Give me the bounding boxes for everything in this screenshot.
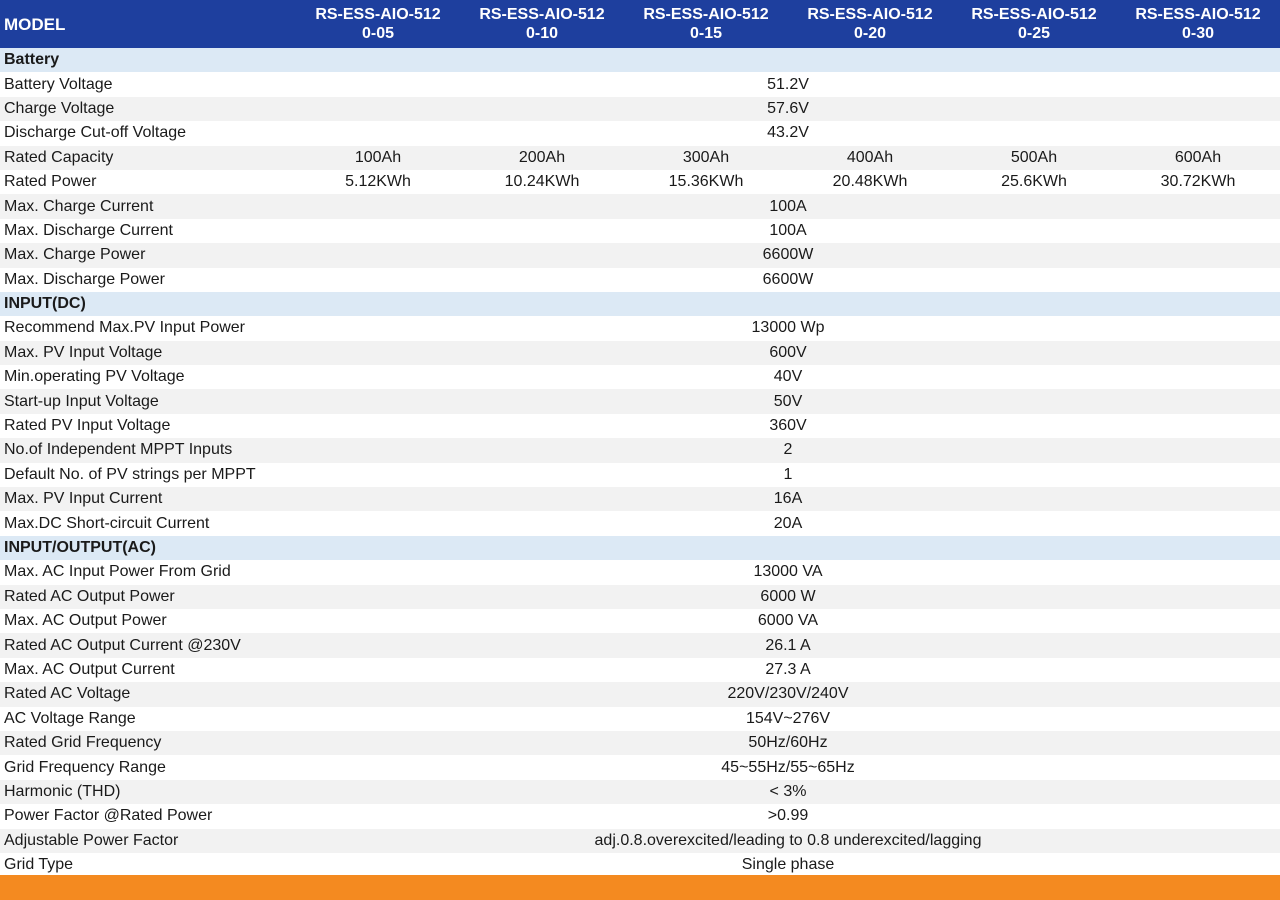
spec-row bbox=[0, 438, 1280, 462]
spec-row bbox=[0, 146, 1280, 170]
spec-value: 154V~276V bbox=[745, 709, 831, 727]
model-name: RS-ESS-AIO-5120-10 bbox=[479, 6, 605, 42]
model-header-cell bbox=[624, 0, 788, 48]
spec-row bbox=[0, 633, 1280, 657]
section-header-row bbox=[0, 292, 1280, 316]
spec-label: Rated Power bbox=[4, 173, 97, 191]
spec-value: 400Ah bbox=[846, 148, 894, 166]
spec-row bbox=[0, 121, 1280, 145]
spec-value: 300Ah bbox=[682, 148, 730, 166]
section-header-row bbox=[0, 48, 1280, 72]
spec-value: 20.48KWh bbox=[832, 173, 908, 191]
model-column-header: MODEL bbox=[4, 14, 66, 34]
section-header-row bbox=[0, 536, 1280, 560]
spec-label: Max. AC Output Current bbox=[4, 660, 175, 678]
spec-value: 13000 VA bbox=[753, 563, 823, 581]
spec-value: 100A bbox=[769, 197, 807, 215]
spec-label: AC Voltage Range bbox=[4, 709, 136, 727]
spec-value: 20A bbox=[773, 514, 803, 532]
table-header-row bbox=[0, 0, 1280, 48]
spec-row bbox=[0, 414, 1280, 438]
spec-label: Rated PV Input Voltage bbox=[4, 417, 171, 435]
spec-label: Max.DC Short-circuit Current bbox=[4, 514, 210, 532]
spec-value: 2 bbox=[783, 441, 793, 459]
spec-value: Single phase bbox=[741, 856, 835, 874]
section-title: INPUT(DC) bbox=[4, 295, 86, 313]
spec-row bbox=[0, 658, 1280, 682]
model-header-cell bbox=[1116, 0, 1280, 48]
spec-label: Max. Charge Current bbox=[4, 197, 154, 215]
spec-row bbox=[0, 389, 1280, 413]
spec-value: 220V/230V/240V bbox=[727, 685, 849, 703]
spec-row bbox=[0, 268, 1280, 292]
spec-row bbox=[0, 170, 1280, 194]
spec-label: Default No. of PV strings per MPPT bbox=[4, 465, 256, 483]
spec-row bbox=[0, 804, 1280, 828]
spec-label: Grid Frequency Range bbox=[4, 758, 166, 776]
spec-value: 43.2V bbox=[767, 124, 809, 142]
spec-row bbox=[0, 853, 1280, 877]
spec-label: Max. Charge Power bbox=[4, 246, 146, 264]
spec-value: < 3% bbox=[769, 782, 807, 800]
spec-value: adj.0.8.overexcited/leading to 0.8 underexcited/lagging bbox=[594, 831, 982, 849]
spec-label: Rated Capacity bbox=[4, 148, 114, 166]
spec-value: 1 bbox=[783, 465, 793, 483]
model-name: RS-ESS-AIO-5120-15 bbox=[643, 6, 769, 42]
spec-row bbox=[0, 365, 1280, 389]
spec-row bbox=[0, 780, 1280, 804]
spec-row bbox=[0, 194, 1280, 218]
spec-row bbox=[0, 682, 1280, 706]
model-header-cell bbox=[296, 0, 460, 48]
model-name: RS-ESS-AIO-5120-25 bbox=[971, 6, 1097, 42]
spec-value: 100A bbox=[769, 221, 807, 239]
model-name: RS-ESS-AIO-5120-30 bbox=[1135, 6, 1261, 42]
spec-value: 50V bbox=[773, 392, 803, 410]
spec-value: 5.12KWh bbox=[345, 173, 411, 191]
spec-label: Max. Discharge Current bbox=[4, 221, 173, 239]
spec-label: Start-up Input Voltage bbox=[4, 392, 159, 410]
spec-row bbox=[0, 487, 1280, 511]
spec-row bbox=[0, 219, 1280, 243]
spec-value: 25.6KWh bbox=[1001, 173, 1067, 191]
spec-label: Max. AC Input Power From Grid bbox=[4, 563, 231, 581]
spec-label: Max. Discharge Power bbox=[4, 270, 165, 288]
spec-label: Grid Type bbox=[4, 856, 74, 874]
spec-value: 6000 VA bbox=[757, 612, 819, 630]
spec-value: 10.24KWh bbox=[504, 173, 580, 191]
spec-label: Charge Voltage bbox=[4, 99, 115, 117]
section-title: INPUT/OUTPUT(AC) bbox=[4, 539, 156, 556]
spec-label: Max. AC Output Power bbox=[4, 612, 167, 630]
spec-value: 15.36KWh bbox=[668, 173, 744, 191]
spec-value: 16A bbox=[773, 490, 803, 508]
spec-row bbox=[0, 463, 1280, 487]
spec-row bbox=[0, 707, 1280, 731]
model-name: RS-ESS-AIO-5120-20 bbox=[807, 6, 933, 42]
spec-label: Rated Grid Frequency bbox=[4, 734, 162, 752]
spec-value: 57.6V bbox=[767, 99, 809, 117]
spec-label: No.of Independent MPPT Inputs bbox=[4, 441, 233, 459]
spec-value: 40V bbox=[773, 368, 803, 386]
spec-label: Min.operating PV Voltage bbox=[4, 368, 185, 386]
spec-row bbox=[0, 731, 1280, 755]
spec-row bbox=[0, 829, 1280, 853]
spec-value: 600Ah bbox=[1174, 148, 1222, 166]
spec-row bbox=[0, 97, 1280, 121]
spec-label: Adjustable Power Factor bbox=[4, 831, 179, 849]
spec-value: 6600W bbox=[762, 246, 814, 264]
spec-row bbox=[0, 560, 1280, 584]
spec-value: >0.99 bbox=[767, 807, 809, 825]
spec-label: Harmonic (THD) bbox=[4, 782, 121, 800]
spec-value: 51.2V bbox=[767, 75, 809, 93]
spec-value: 6000 W bbox=[760, 587, 816, 605]
spec-label: Discharge Cut-off Voltage bbox=[4, 124, 187, 142]
model-header-cell bbox=[952, 0, 1116, 48]
spec-table-body bbox=[0, 48, 1280, 877]
spec-row bbox=[0, 755, 1280, 779]
model-header-cell bbox=[788, 0, 952, 48]
spec-value: 26.1 A bbox=[765, 636, 811, 654]
section-title: Battery bbox=[4, 51, 60, 69]
spec-label: Max. PV Input Voltage bbox=[4, 343, 163, 361]
spec-label: Recommend Max.PV Input Power bbox=[4, 319, 245, 337]
spec-value: 30.72KWh bbox=[1160, 173, 1236, 191]
spec-row bbox=[0, 609, 1280, 633]
spec-row bbox=[0, 243, 1280, 267]
spec-row bbox=[0, 72, 1280, 96]
spec-value: 45~55Hz/55~65Hz bbox=[721, 758, 855, 776]
spec-value: 100Ah bbox=[354, 148, 402, 166]
spec-value: 6600W bbox=[762, 270, 814, 288]
spec-label: Rated AC Output Current @230V bbox=[4, 636, 241, 654]
spec-label: Power Factor @Rated Power bbox=[4, 807, 213, 825]
spec-value: 200Ah bbox=[518, 148, 566, 166]
spec-label: Max. PV Input Current bbox=[4, 490, 163, 508]
spec-value: 27.3 A bbox=[765, 660, 811, 678]
spec-value: 13000 Wp bbox=[751, 319, 825, 337]
spec-value: 360V bbox=[769, 417, 807, 435]
spec-value: 500Ah bbox=[1010, 148, 1058, 166]
model-name: RS-ESS-AIO-5120-05 bbox=[315, 6, 441, 42]
spec-value: 50Hz/60Hz bbox=[748, 734, 828, 752]
spec-label: Battery Voltage bbox=[4, 75, 113, 93]
spec-label: Rated AC Voltage bbox=[4, 685, 131, 703]
spec-label: Rated AC Output Power bbox=[4, 587, 175, 605]
spec-row bbox=[0, 511, 1280, 535]
spec-row bbox=[0, 585, 1280, 609]
footer-accent-bar bbox=[0, 875, 1280, 900]
spec-value: 600V bbox=[769, 343, 807, 361]
spec-row bbox=[0, 341, 1280, 365]
spec-row bbox=[0, 316, 1280, 340]
model-header-cell bbox=[460, 0, 624, 48]
